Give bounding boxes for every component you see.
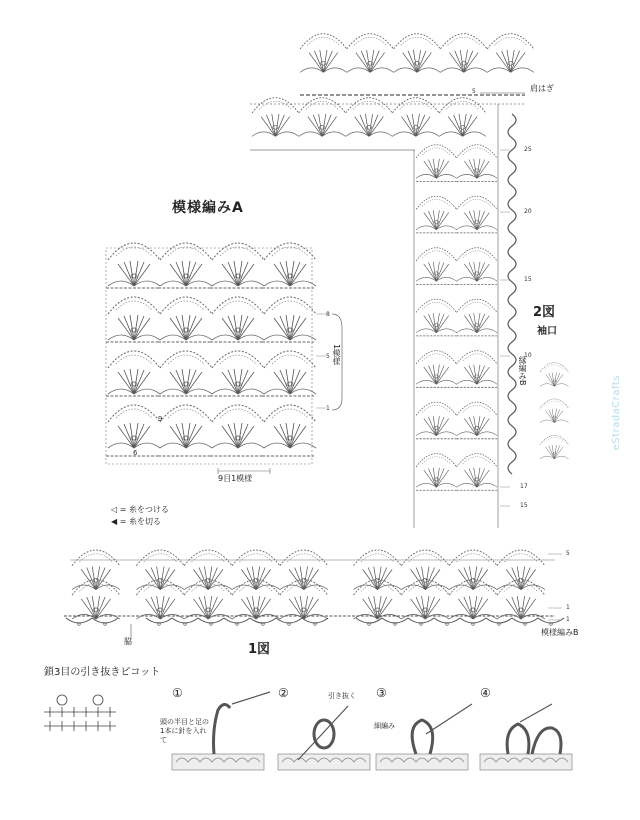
row-number: 17 <box>520 483 528 490</box>
repeat-width-label: 9目1模様 <box>218 474 253 483</box>
figure-2-label: 2図 <box>533 305 556 320</box>
legend-cut-yarn: ◀ = 糸を切る <box>111 517 161 526</box>
figure-1-label: 1図 <box>248 642 271 657</box>
figure-1-chart <box>64 550 564 640</box>
pattern-b-label: 模様編みB <box>541 628 579 637</box>
row-number: 5 <box>472 88 476 95</box>
row-number: 9 <box>158 415 163 423</box>
step-1-note: 頭の半目と足の1本に針を入れて <box>160 718 209 744</box>
picot-title: 鎖3目の引き抜きピコット <box>44 667 161 678</box>
row-number: 10 <box>524 352 532 359</box>
row-number: 1 <box>326 405 330 412</box>
sleeve-label: 袖口 <box>537 326 557 337</box>
repeat-height-label: 1模様 <box>332 344 341 366</box>
shoulder-seam-label: 肩はぎ <box>530 84 554 93</box>
row-number: 20 <box>524 208 532 215</box>
row-number: 15 <box>520 502 528 509</box>
step-2-number: ② <box>278 686 289 700</box>
row-number: 1 <box>566 604 570 611</box>
row-number: 5 <box>566 550 570 557</box>
edge-b-label: 縁編みB <box>518 356 527 386</box>
step-3-number: ③ <box>376 686 387 700</box>
row-number: 15 <box>524 276 532 283</box>
picot-symbol-chart <box>44 695 116 731</box>
row-number: 1 <box>566 616 570 623</box>
watermark: eStradaCrafts <box>611 375 622 451</box>
row-number: 25 <box>524 146 532 153</box>
step-4-number: ④ <box>480 686 491 700</box>
legend-attach-yarn: ◁ = 糸をつける <box>111 505 169 514</box>
step-2-note: 引き抜く <box>328 692 356 700</box>
row-number: 5 <box>326 353 330 360</box>
row-number: 8 <box>326 311 330 318</box>
picot-step-illustrations <box>172 692 572 770</box>
pattern-a-title: 模様編みA <box>172 200 244 216</box>
step-3-note: 細編み <box>374 722 395 730</box>
step-1-number: ① <box>172 686 183 700</box>
shoulder-chart <box>250 34 534 150</box>
side-label: 脇 <box>124 637 132 646</box>
row-number: 6 <box>133 449 138 457</box>
pattern-a-chart <box>106 243 342 474</box>
